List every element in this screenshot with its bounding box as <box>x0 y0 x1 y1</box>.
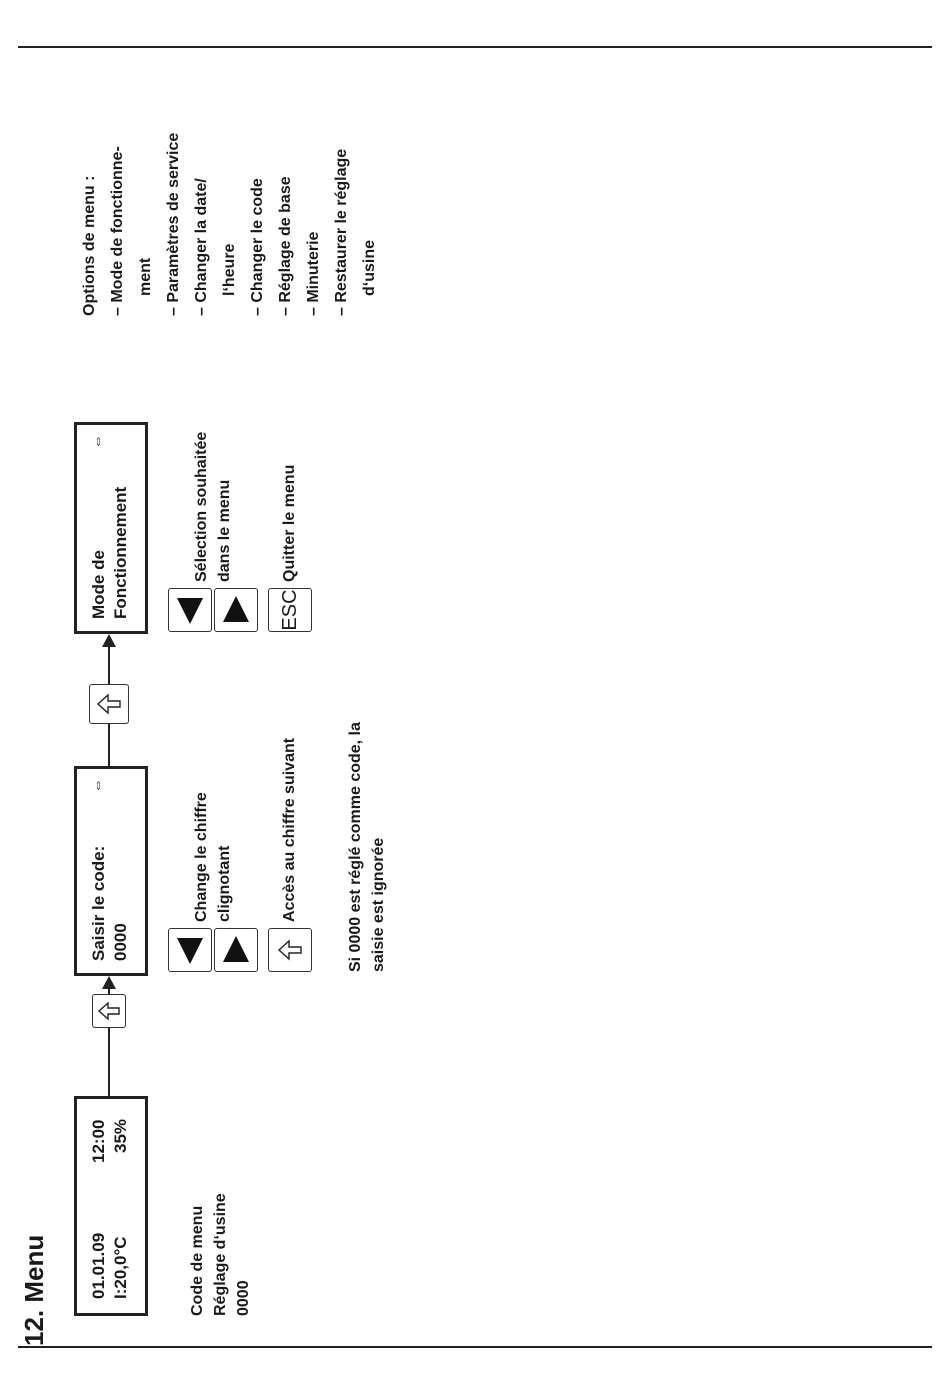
mode-line2: Fonctionnement <box>111 486 130 619</box>
up-down-arrow-icon: ⇔ <box>89 778 106 793</box>
mode-arrows-instruction-line2: dans le menu <box>216 479 233 582</box>
home-caption-line1: Code de menu <box>189 1205 206 1316</box>
left-triangle-key[interactable] <box>168 588 212 632</box>
left-triangle-key-icon <box>175 934 205 966</box>
home-caption-line3: 0000 <box>235 1280 252 1316</box>
up-arrow-key[interactable] <box>268 928 312 972</box>
home-temp: I:20,0°C <box>111 1236 130 1299</box>
up-arrow-key[interactable] <box>89 684 129 724</box>
menu-option-continuation: d‘usine <box>361 239 378 296</box>
arrow-right-icon <box>102 634 116 647</box>
menu-options-heading: Options de menu : <box>81 175 98 316</box>
menu-option-item: – Changer la date/ <box>193 178 210 316</box>
up-arrow-key-icon <box>277 939 303 961</box>
up-down-arrow-icon: ⇔ <box>89 434 106 449</box>
up-arrow-key-icon <box>96 693 122 715</box>
arrow-right-icon <box>102 976 116 989</box>
arrows-instruction-line2: clignotant <box>216 845 233 922</box>
esc-instruction: Quitter le menu <box>281 464 298 582</box>
menu-diagram <box>18 46 932 1346</box>
right-triangle-key-icon <box>221 934 251 966</box>
left-triangle-key[interactable] <box>168 928 212 972</box>
esc-key-icon: ESC <box>278 589 301 631</box>
mode-display <box>74 422 148 634</box>
right-triangle-key-icon <box>221 594 251 626</box>
code-value: 0000 <box>111 923 130 961</box>
home-time: 12:00 <box>89 1119 108 1163</box>
code-prompt: Saisir le code: <box>89 845 108 961</box>
right-triangle-key[interactable] <box>214 928 258 972</box>
up-arrow-key[interactable] <box>92 994 126 1028</box>
menu-option-item: – Réglage de base <box>277 176 294 316</box>
esc-key[interactable] <box>268 588 312 632</box>
menu-option-item: – Restaurer le réglage <box>333 148 350 316</box>
section-title: 12. Menu <box>19 1234 49 1346</box>
home-display <box>74 1096 148 1316</box>
menu-options-list <box>76 133 384 316</box>
left-triangle-key-icon <box>175 594 205 626</box>
menu-option-continuation: ment <box>137 257 154 296</box>
menu-option-item: – Paramètres de service <box>165 132 182 316</box>
menu-option-item: – Changer le code <box>249 178 266 316</box>
menu-option-item: – Mode de fonctionne- <box>109 146 126 316</box>
code-display <box>74 766 148 976</box>
right-triangle-key[interactable] <box>214 588 258 632</box>
menu-option-continuation: l‘heure <box>221 243 238 296</box>
up-arrow-key-icon <box>97 1001 121 1021</box>
menu-option-item: – Minuterie <box>305 231 322 316</box>
home-date: 01.01.09 <box>89 1232 108 1299</box>
home-caption-line2: Réglage d‘usine <box>212 1193 229 1316</box>
up-key-instruction: Accès au chiffre suivant <box>281 737 298 922</box>
arrows-instruction-line1: Change le chiffre <box>193 792 210 922</box>
code-note-line1: Si 0000 est réglé comme code, la <box>347 722 364 972</box>
code-note-line2: saisie est ignorée <box>370 837 387 972</box>
bottom-rule <box>18 1346 932 1348</box>
mode-arrows-instruction-line1: Sélection souhaitée <box>193 431 210 582</box>
mode-line1: Mode de <box>89 550 108 619</box>
home-percent: 35% <box>111 1118 130 1153</box>
